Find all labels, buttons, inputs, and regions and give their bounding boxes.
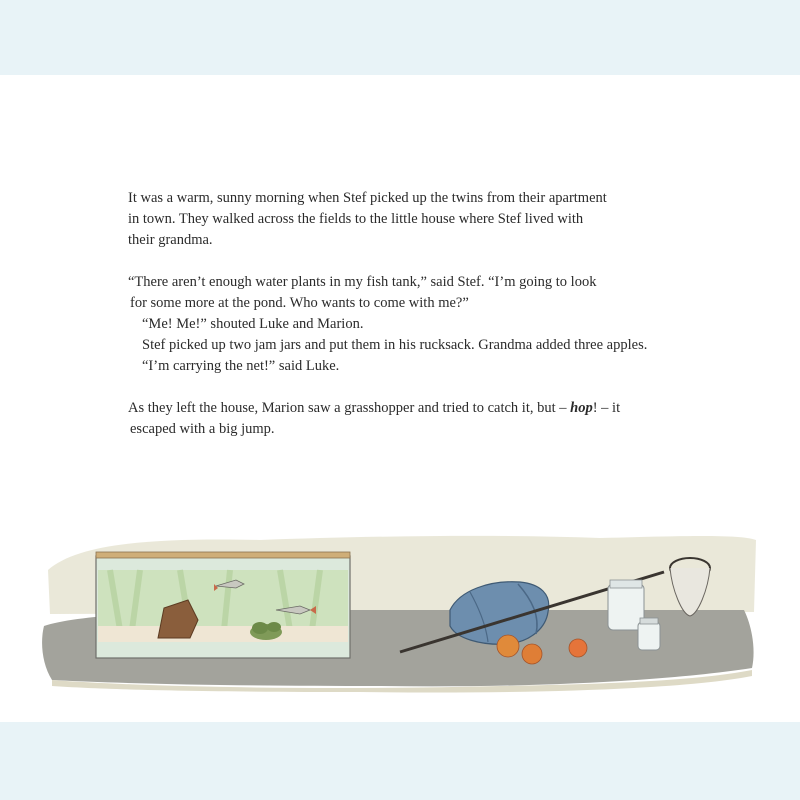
paragraph-1 <box>128 188 688 251</box>
jam-jar-small <box>638 618 660 650</box>
text-line: It was a warm, sunny morning when Stef picked up the twins from their apartment <box>128 190 607 206</box>
bottom-margin-band <box>0 722 800 800</box>
story-text <box>128 188 688 461</box>
apple <box>522 644 542 664</box>
illustration <box>40 530 760 695</box>
top-margin-band <box>0 0 800 75</box>
text-segment: ! – it <box>592 400 621 416</box>
dialogue-line: “Me! Me!” shouted Luke and Marion. <box>142 316 364 332</box>
text-line: their grandma. <box>128 232 213 248</box>
text-segment: As they left the house, Marion saw a grasshopper and tried to catch it, but – <box>128 400 571 416</box>
text-line: for some more at the pond. Who wants to come with me?” <box>130 295 469 311</box>
fish-tank-illustration <box>96 552 350 658</box>
text-line: “There aren’t enough water plants in my fish tank,” said Stef. “I’m going to look <box>128 274 597 290</box>
emphasis-text: hop <box>570 400 593 416</box>
text-line: Stef picked up two jam jars and put them in his rucksack. Grandma added three apples. <box>142 337 648 353</box>
dialogue-line: “I’m carrying the net!” said Luke. <box>142 358 340 374</box>
paragraph-2 <box>128 272 688 377</box>
text-line: in town. They walked across the fields to the little house where Stef lived with <box>128 211 584 227</box>
paragraph-3 <box>128 398 688 440</box>
text-line: escaped with a big jump. <box>130 421 275 437</box>
apple <box>497 635 519 657</box>
apple <box>569 639 587 657</box>
jam-jar-large <box>608 580 644 630</box>
text-line <box>128 398 688 419</box>
